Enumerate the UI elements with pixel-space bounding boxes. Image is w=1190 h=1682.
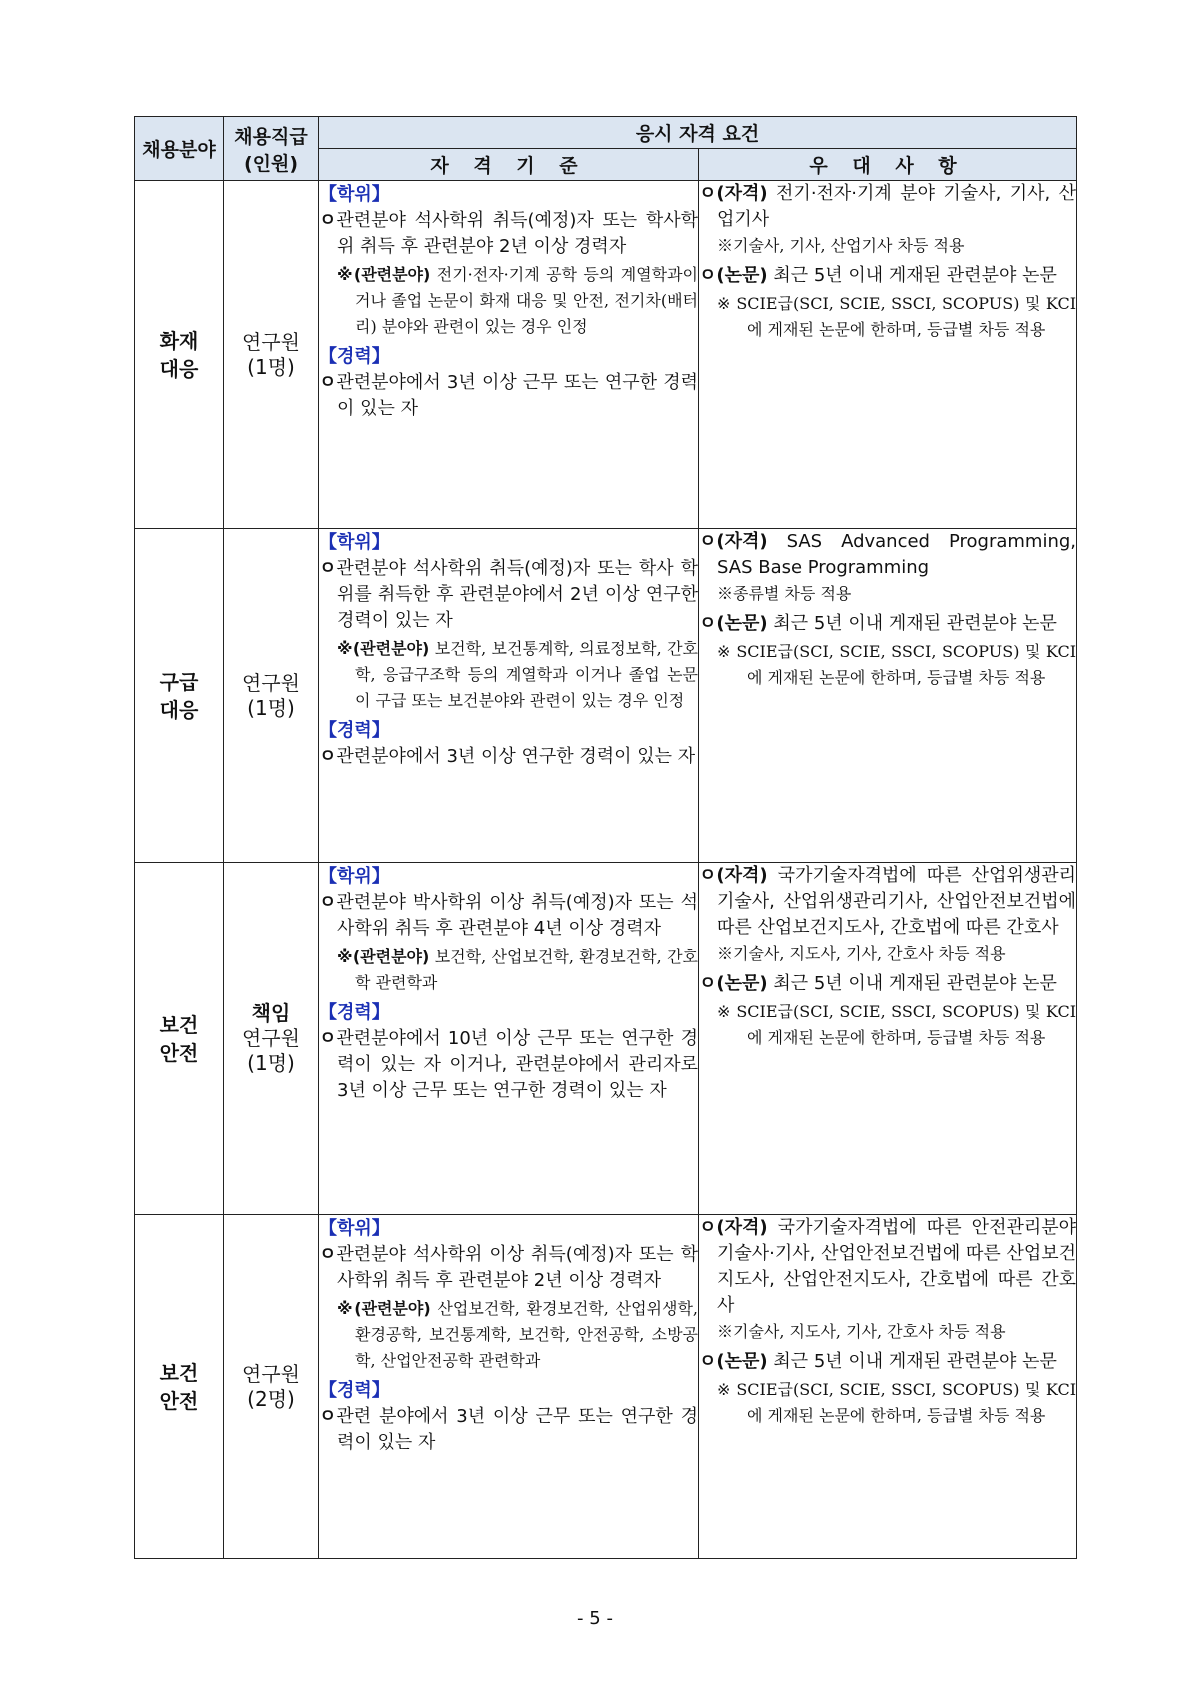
rank-cell: [224, 863, 319, 1215]
field-cell: [135, 863, 224, 1215]
rank-cell: [224, 181, 319, 529]
degree-item: ㅇ관련분야 석사학위 취득(예정)자 또는 학사학위 취득 후 관련분야 2년 이상 경력자: [319, 210, 698, 257]
field-line1: 보건: [159, 1012, 199, 1037]
header-criteria: 자 격 기 준: [319, 149, 699, 181]
pref-paper-note: ※ SCIE급(SCI, SCIE, SSCI, SCOPUS) 및 KCI에 게재된 논문에 한하며, 등급별 차등 적용: [717, 642, 1077, 687]
table-row: [135, 181, 1077, 529]
table-row: [135, 529, 1077, 863]
field-line2: 대응: [159, 697, 199, 722]
rank-cell: [224, 1215, 319, 1559]
major-note: ※(관련분야) 보건학, 산업보건학, 환경보건학, 간호학 관련학과: [337, 947, 698, 992]
degree-item: ㅇ관련분야 석사학위 이상 취득(예정)자 또는 학사학위 취득 후 관련분야 2년 이상 경력자: [319, 1244, 698, 1291]
degree-item: ㅇ관련분야 박사학위 이상 취득(예정)자 또는 석사학위 취득 후 관련분야 4년 이상 경력자: [319, 892, 698, 939]
major-note: ※(관련분야) 산업보건학, 환경보건학, 산업위생학, 환경공학, 보건통계학, 보건학, 안전공학, 소방공학, 산업안전공학 관련학과: [337, 1299, 698, 1370]
pref-paper-note: ※ SCIE급(SCI, SCIE, SSCI, SCOPUS) 및 KCI에 게재된 논문에 한하며, 등급별 차등 적용: [717, 1380, 1077, 1425]
header-rank: [224, 117, 319, 181]
preference-cell: [699, 181, 1077, 529]
degree-title: 【학위】: [319, 1218, 390, 1239]
preference-cell: [699, 529, 1077, 863]
pref-cert-note: ※기술사, 지도사, 기사, 간호사 차등 적용: [717, 944, 1006, 963]
career-item: ㅇ관련분야에서 10년 이상 근무 또는 연구한 경력이 있는 자 이거나, 관련분야에서 관리자로 3년 이상 근무 또는 연구한 경력이 있는 자: [319, 1028, 698, 1101]
career-title: 【경력】: [319, 720, 390, 741]
career-item: ㅇ관련분야에서 3년 이상 연구한 경력이 있는 자: [319, 746, 696, 767]
rank-line1: 연구원: [242, 670, 300, 695]
field-line1: 보건: [159, 1360, 199, 1385]
criteria-cell: [319, 181, 699, 529]
rank-line1: 연구원: [242, 329, 300, 354]
pref-paper-item: ㅇ(논문) 최근 5년 이내 게재된 관련분야 논문: [699, 265, 1057, 286]
header-preferences: 우 대 사 항: [699, 149, 1077, 181]
rank-line2: (1명): [247, 1051, 295, 1075]
pref-cert-item: ㅇ(자격) 전기·전자·기계 분야 기술사, 기사, 산업기사: [699, 183, 1077, 230]
pref-paper-item: ㅇ(논문) 최근 5년 이내 게재된 관련분야 논문: [699, 613, 1057, 634]
pref-cert-note: ※기술사, 지도사, 기사, 간호사 차등 적용: [717, 1322, 1006, 1341]
header-rank-line2: (인원): [243, 152, 299, 175]
pref-cert-note: ※기술사, 기사, 산업기사 차등 적용: [717, 236, 965, 255]
major-note: ※(관련분야) 전기·전자·기계 공학 등의 계열학과이거나 졸업 논문이 화재 대응 및 안전, 전기차(배터리) 분야와 관련이 있는 경우 인정: [337, 265, 698, 336]
rank-line1: 연구원: [242, 1361, 300, 1386]
criteria-cell: [319, 1215, 699, 1559]
pref-paper-note: ※ SCIE급(SCI, SCIE, SSCI, SCOPUS) 및 KCI에 게재된 논문에 한하며, 등급별 차등 적용: [717, 1002, 1077, 1047]
criteria-cell: [319, 863, 699, 1215]
preference-cell: [699, 1215, 1077, 1559]
pref-cert-note: ※종류별 차등 적용: [717, 584, 852, 603]
pref-cert-item: ㅇ(자격) 국가기술자격법에 따른 산업위생관리기술사, 산업위생관리기사, 산업안전보건법에 따른 산업보건지도사, 간호법에 따른 간호사: [699, 865, 1077, 938]
preference-cell: [699, 863, 1077, 1215]
field-cell: [135, 1215, 224, 1559]
field-line1: 화재: [159, 328, 199, 353]
rank-line2: (2명): [247, 1386, 295, 1411]
field-cell: [135, 529, 224, 863]
pref-paper-item: ㅇ(논문) 최근 5년 이내 게재된 관련분야 논문: [699, 1351, 1057, 1372]
career-title: 【경력】: [319, 346, 390, 367]
field-line2: 안전: [159, 1388, 199, 1413]
requirements-table: [134, 116, 1077, 1559]
field-line1: 구급: [159, 669, 199, 694]
criteria-cell: [319, 529, 699, 863]
header-field: 채용분야: [135, 117, 224, 181]
pref-cert-item: ㅇ(자격) 국가기술자격법에 따른 안전관리분야 기술사·기사, 산업안전보건법에 따른 산업보건지도사, 산업안전지도사, 간호법에 따른 간호사: [699, 1217, 1077, 1316]
rank-line2: (1명): [247, 695, 295, 720]
major-note: ※(관련분야) 보건학, 보건통계학, 의료정보학, 간호학, 응급구조학 등의 계열학과 이거나 졸업 논문이 구급 또는 보건분야와 관련이 있는 경우 인정: [337, 639, 698, 710]
rank-line1: 연구원: [242, 1026, 300, 1050]
rank-cell: [224, 529, 319, 863]
header-requirements: 응시 자격 요건: [319, 117, 1077, 149]
rank-bold-line: 책임: [251, 1001, 291, 1025]
rank-line2: (1명): [247, 354, 295, 379]
pref-cert-item: ㅇ(자격) SAS Advanced Programming, SAS Base Programming: [699, 531, 1077, 578]
pref-paper-note: ※ SCIE급(SCI, SCIE, SSCI, SCOPUS) 및 KCI에 게재된 논문에 한하며, 등급별 차등 적용: [717, 294, 1077, 339]
header-rank-line1: 채용직급: [234, 125, 308, 148]
degree-title: 【학위】: [319, 866, 390, 887]
career-item: ㅇ관련분야에서 3년 이상 근무 또는 연구한 경력이 있는 자: [319, 372, 698, 419]
table-row: [135, 1215, 1077, 1559]
degree-title: 【학위】: [319, 184, 390, 205]
table-row: [135, 863, 1077, 1215]
career-title: 【경력】: [319, 1002, 390, 1023]
degree-title: 【학위】: [319, 532, 390, 553]
page-number: - 5 -: [577, 1608, 613, 1629]
career-title: 【경력】: [319, 1380, 390, 1401]
field-line2: 안전: [159, 1040, 199, 1065]
field-cell: [135, 181, 224, 529]
degree-item: ㅇ관련분야 석사학위 취득(예정)자 또는 학사 학위를 취득한 후 관련분야에서 2년 이상 연구한 경력이 있는 자: [319, 558, 698, 631]
pref-paper-item: ㅇ(논문) 최근 5년 이내 게재된 관련분야 논문: [699, 973, 1057, 994]
career-item: ㅇ관련 분야에서 3년 이상 근무 또는 연구한 경력이 있는 자: [319, 1406, 698, 1453]
field-line2: 대응: [159, 356, 199, 381]
